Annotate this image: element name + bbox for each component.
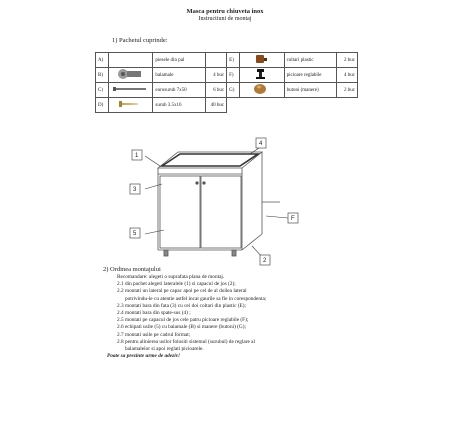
label-5: 5: [133, 231, 137, 237]
instruction-line: 2.8 pentru alinierea usilor folositi sistemul (surubul) de reglare al: [117, 338, 255, 345]
knob-icon: [240, 83, 284, 98]
part-name: picioare reglabile: [284, 68, 337, 83]
table-row: [96, 83, 358, 98]
table-row: [96, 53, 358, 68]
adhesive-note: Poate sa prezinte urme de adeziv!: [107, 353, 181, 360]
part-name: butoni (manere): [284, 83, 337, 98]
part-qty: 6 buc: [206, 83, 227, 98]
instruction-line: 2.5 montati pe capacul de jos cele patru picioare reglabile (F);: [117, 317, 249, 324]
instruction-line: 2.1 din pachet alegeti lateralele (1) si capacul de jos (2);: [117, 281, 236, 288]
part-code: D): [96, 98, 109, 113]
part-name: balamale: [153, 68, 206, 83]
document-title: Masca pentru chiuveta inox: [186, 8, 264, 15]
instruction-line: potrivindu-le cu atentie astfel incat gaurile sa fie in corespondenta;: [125, 295, 267, 302]
part-code: A): [96, 53, 109, 68]
label-1: 1: [135, 153, 139, 159]
parts-table: [95, 52, 358, 113]
part-name: piesele din pal: [153, 53, 206, 68]
section-package-heading: 1) Pachetul cuprinde:: [112, 37, 168, 44]
euro-screw-icon: [109, 83, 153, 98]
part-qty: [206, 53, 227, 68]
section-assembly-heading: 2) Ordinea montajului: [103, 266, 161, 273]
part-code: F): [227, 68, 240, 83]
assembly-instructions: [103, 274, 343, 360]
instruction-line: 2.7 montati usile pe cadrul format;: [117, 331, 191, 338]
label-2: 2: [263, 258, 267, 264]
table-row: [96, 98, 358, 113]
hinge-icon: [109, 68, 153, 83]
adjustable-leg-icon: [240, 68, 284, 83]
part-code: G): [227, 83, 240, 98]
part-code: B): [96, 68, 109, 83]
panel-pieces-icon: [109, 53, 153, 68]
instruction-line: 2.6 echipati usile (5) cu balamale (B) si manere (butoni) (G);: [117, 324, 246, 331]
wood-screw-icon: [109, 98, 153, 113]
part-name: eurosurub 7x50: [153, 83, 206, 98]
part-qty: 40 buc: [206, 98, 227, 113]
instruction-line: Recomandare: alegeti o suprafata plana de montaj.: [117, 274, 225, 280]
cabinet-assembly-diagram: [120, 132, 300, 272]
plastic-corner-icon: [240, 53, 284, 68]
instruction-line: 2.2 montati un lateral pe capac apoi pe cel de al doilea lateral: [117, 288, 247, 295]
instruction-line: 2.3 montati bara din fata (3) cu cei doi coltari din plastic (E);: [117, 302, 246, 309]
label-F: F: [291, 216, 295, 222]
part-qty: 4 buc: [206, 68, 227, 83]
part-qty: 2 buc: [337, 53, 358, 68]
part-qty: 2 buc: [337, 83, 358, 98]
label-3: 3: [133, 187, 137, 193]
label-4: 4: [259, 141, 263, 147]
document-subtitle: Instructiuni de montaj: [198, 16, 252, 22]
part-name: surub 3.5x16: [153, 98, 206, 113]
part-code: E): [227, 53, 240, 68]
instruction-line: balamalelor si apoi reglati picioarele.: [125, 346, 204, 353]
table-row: [96, 68, 358, 83]
instruction-line: 2.4 montati bara din spate-sus (4) ;: [117, 310, 191, 317]
part-code: C): [96, 83, 109, 98]
part-name: coltari plastic: [284, 53, 337, 68]
part-qty: 4 buc: [337, 68, 358, 83]
